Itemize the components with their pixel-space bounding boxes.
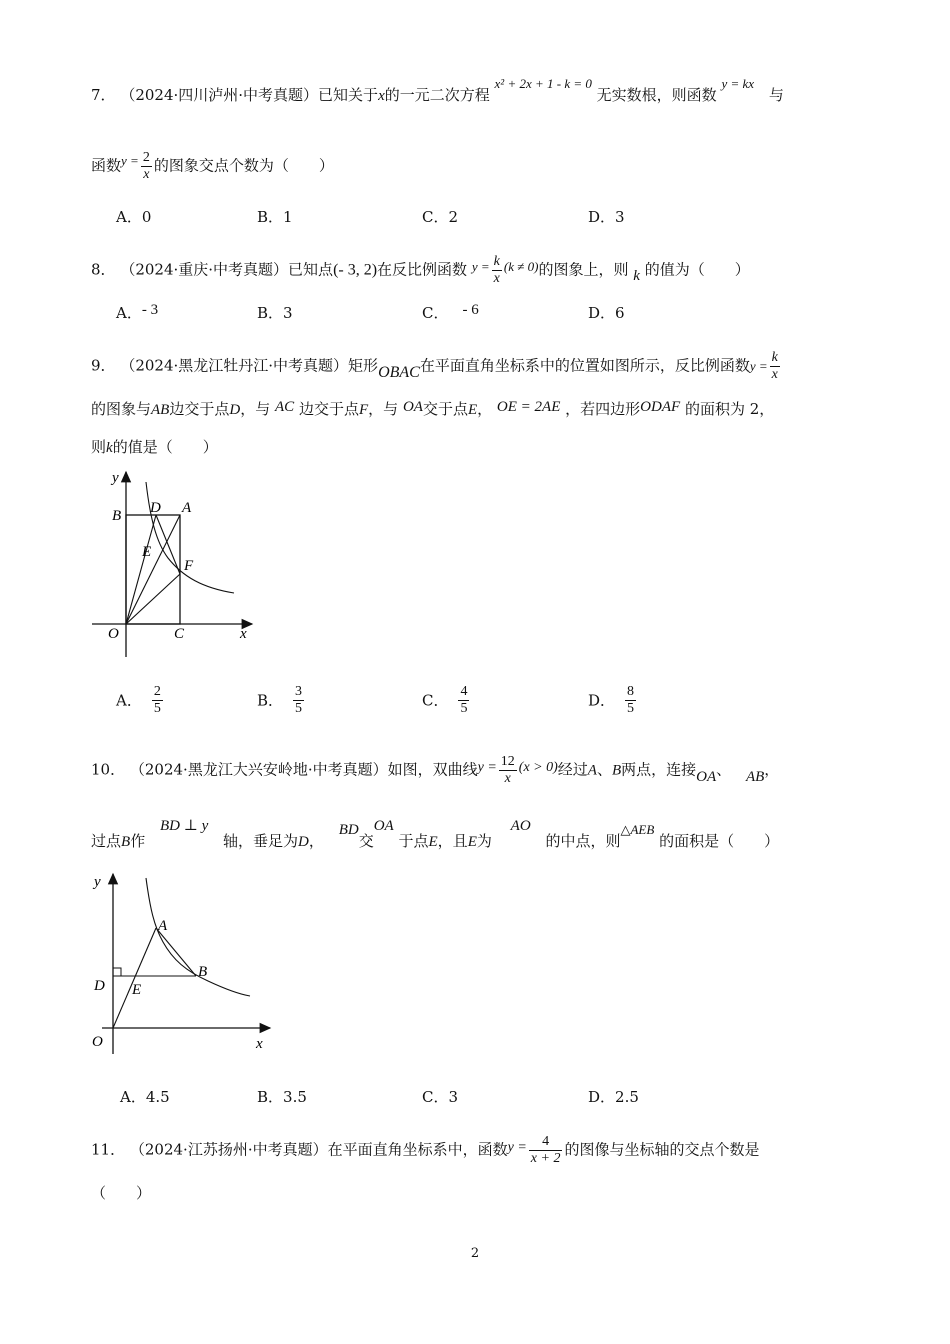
- q8-text: 的值为（ ）: [644, 260, 750, 279]
- q7-option-d[interactable]: [588, 206, 625, 228]
- q11-fraction-num: 4: [529, 1134, 563, 1151]
- q10-option-a[interactable]: [120, 1086, 170, 1108]
- q9-option-b[interactable]: [257, 684, 306, 717]
- option-label: B．: [257, 304, 284, 322]
- q10-line2: [91, 818, 780, 853]
- q9-line1: [91, 350, 782, 383]
- q9-seg-oa: OA: [402, 399, 423, 415]
- q9-label-a: A: [182, 500, 192, 516]
- q10-fraction: [499, 754, 517, 787]
- q11-line2: [91, 1182, 151, 1204]
- q10-label-y: y: [94, 874, 101, 890]
- option-value: 2: [448, 208, 459, 226]
- q9-label-d: D: [150, 500, 161, 516]
- q7-var-x: x: [378, 88, 385, 104]
- q10-seg-oa: [113, 928, 156, 1028]
- q9-label-c: C: [174, 626, 185, 642]
- q8-point: (- 3, 2): [333, 261, 378, 279]
- q10-fraction-num: 12: [500, 754, 515, 769]
- q9-line3: [91, 436, 218, 459]
- q9-text: ，与: [368, 400, 399, 418]
- option-fraction-num: 4: [460, 684, 468, 699]
- q9-text: 的值是（ ）: [112, 438, 218, 456]
- option-label: A．: [116, 208, 142, 226]
- q10-label-d: D: [94, 978, 105, 994]
- option-fraction: [625, 684, 636, 717]
- option-label: D．: [588, 691, 616, 710]
- q9-label-y: y: [112, 470, 119, 486]
- option-fraction: [152, 684, 163, 717]
- q7-line2: [91, 150, 334, 183]
- q10-pt-b: B: [121, 834, 131, 850]
- q9-quad-name: ODAF: [640, 399, 681, 415]
- q9-label-o: O: [108, 626, 119, 642]
- option-fraction-num: 2: [153, 684, 161, 699]
- option-fraction-den: 5: [295, 701, 303, 716]
- q7-fraction: [141, 150, 152, 183]
- q10-label-a: A: [158, 918, 168, 934]
- q8-number: 8．: [91, 260, 116, 279]
- q9-text: ，: [477, 400, 493, 418]
- q10-text: 于点: [398, 832, 429, 850]
- q7-fraction-den: x: [143, 167, 150, 182]
- q9-label-f: F: [184, 558, 194, 574]
- q10-option-b[interactable]: [257, 1086, 307, 1108]
- q9-source: （2024·黑龙江牡丹江·中考真题）: [120, 356, 349, 375]
- q10-text: 经过: [557, 760, 588, 779]
- option-label: B．: [257, 208, 284, 226]
- option-value: 2.5: [615, 1088, 639, 1106]
- q11-answer-bracket: （ ）: [91, 1184, 152, 1202]
- q10-text: 、: [596, 760, 612, 779]
- q7-text: 的图象交点个数为（ ）: [153, 156, 334, 175]
- q7-text: 的一元二次方程: [384, 86, 490, 104]
- q9-text: 的面积为 2，: [684, 400, 775, 418]
- q9-seg-ac: AC: [275, 399, 295, 415]
- q8-fraction-den: x: [493, 271, 500, 286]
- q8-fraction-num: k: [493, 254, 500, 269]
- q8-option-b[interactable]: [257, 302, 293, 324]
- q9-text: 则: [91, 438, 107, 456]
- q8-text: 的图象上，则: [538, 260, 629, 279]
- option-fraction-num: 3: [295, 684, 303, 699]
- q8-fn-lhs: y =: [471, 258, 490, 274]
- q10-label-x: x: [256, 1036, 263, 1052]
- q10-seg-oa: OA: [696, 768, 717, 785]
- q9-fraction: [770, 350, 780, 383]
- q10-text: 交: [358, 832, 374, 850]
- q10-pt-e: E: [467, 834, 477, 850]
- q8-option-c[interactable]: [422, 302, 479, 325]
- q9-hyperbola: [146, 482, 234, 593]
- q10-text: ，: [308, 832, 324, 850]
- q10-seg-oa: OA: [373, 818, 394, 834]
- option-value: 3.5: [283, 1088, 307, 1106]
- q9-label-b: B: [112, 508, 122, 524]
- option-fraction-den: 5: [460, 701, 468, 716]
- q9-seg-od: [126, 515, 156, 624]
- q9-text: ，若四边形: [565, 400, 641, 418]
- q9-line2: [91, 398, 774, 421]
- q9-text: 边交于点: [298, 400, 359, 418]
- q10-pt-a: A: [587, 762, 597, 779]
- q7-fn2-lhs: y =: [121, 152, 139, 168]
- q10-fn-condition: (x > 0): [518, 759, 558, 775]
- q10-right-angle-mark: [113, 968, 121, 976]
- q8-text: 已知点: [288, 260, 334, 279]
- q11-text: 在平面直角坐标系中，函数: [327, 1140, 508, 1159]
- q10-pt-e: E: [428, 834, 438, 850]
- q10-seg-ab: AB: [745, 768, 765, 785]
- q9-fraction-den: x: [771, 367, 778, 382]
- option-label: D．: [588, 208, 616, 226]
- q9-pt-d: D: [229, 402, 241, 418]
- q10-option-d[interactable]: [588, 1086, 639, 1108]
- q9-pt-e: E: [467, 402, 478, 418]
- q10-text: 、: [716, 760, 732, 779]
- option-label: D．: [588, 304, 616, 322]
- q9-text: 交于点: [422, 400, 468, 418]
- q9-fraction-num: k: [771, 350, 778, 365]
- q10-text: 为: [476, 832, 492, 850]
- q7-text: 函数: [91, 156, 122, 175]
- q10-pt-b: B: [611, 762, 622, 779]
- option-fraction-den: 5: [627, 701, 635, 716]
- q7-number: 7．: [91, 86, 116, 104]
- q10-text: 过点: [91, 832, 122, 850]
- option-label: B．: [257, 1088, 284, 1106]
- q10-option-c[interactable]: [422, 1086, 458, 1108]
- q9-figure: [88, 462, 268, 662]
- option-value: - 6: [462, 302, 479, 318]
- q9-seg-df: [156, 515, 180, 574]
- q10-fn-lhs: y =: [477, 759, 497, 775]
- option-value: 3: [283, 304, 293, 322]
- q9-seg-of: [126, 574, 180, 624]
- q10-line1: [91, 754, 779, 787]
- q9-pt-f: F: [358, 402, 369, 418]
- q10-text: ，且: [437, 832, 468, 850]
- option-value: - 3: [141, 302, 159, 318]
- q10-label-o: O: [92, 1034, 103, 1050]
- q7-option-b[interactable]: [257, 206, 293, 228]
- q7-option-a[interactable]: [116, 206, 151, 228]
- q11-text: 的图像与坐标轴的交点个数是: [564, 1140, 760, 1159]
- option-label: D．: [588, 1088, 616, 1106]
- q7-option-c[interactable]: [422, 206, 458, 228]
- q7-line1: [91, 76, 784, 107]
- q10-source: （2024·黑龙江大兴安岭地·中考真题）: [129, 760, 388, 779]
- q10-seg-bd: BD: [338, 822, 359, 838]
- option-value: 3: [615, 208, 625, 226]
- q9-text: 在平面直角坐标系中的位置如图所示，反比例函数: [419, 356, 750, 375]
- option-value: 0: [141, 208, 152, 226]
- option-label: A．: [116, 304, 142, 322]
- q9-var-k: k: [106, 440, 113, 456]
- option-label: A．: [116, 691, 142, 710]
- q10-pt-d: D: [298, 834, 309, 850]
- q11-fraction: [529, 1134, 563, 1167]
- q7-fraction-num: 2: [142, 150, 150, 165]
- page-number: 2: [470, 1246, 480, 1261]
- q9-text: 边交于点: [169, 400, 230, 418]
- q8-line1: [91, 254, 750, 287]
- q8-text: 在反比例函数: [377, 260, 468, 279]
- q7-source: （2024·四川泸州·中考真题）: [120, 86, 319, 104]
- option-label: C．: [422, 304, 449, 322]
- q10-seg-ao: AO: [510, 818, 531, 834]
- q9-text: 矩形: [348, 356, 379, 375]
- option-fraction-num: 8: [627, 684, 635, 699]
- q9-rect-name: OBAC: [378, 363, 420, 381]
- q8-option-d[interactable]: [588, 302, 625, 324]
- q9-label-x: x: [240, 626, 247, 642]
- q10-seg-ab: [156, 928, 196, 976]
- q9-option-a[interactable]: [116, 684, 165, 717]
- q7-text: 与: [768, 86, 784, 104]
- option-fraction-den: 5: [153, 701, 161, 716]
- q9-seg-ab: AB: [151, 402, 170, 418]
- q10-text: 如图，双曲线: [387, 760, 478, 779]
- option-value: 4.5: [145, 1088, 170, 1106]
- q10-text: 作: [130, 832, 146, 850]
- option-label: C．: [422, 691, 449, 710]
- q9-condition: OE = 2AE: [496, 399, 561, 415]
- q10-perpendicular: BD ⊥ y: [159, 818, 209, 834]
- q9-seg-oa: [126, 515, 180, 624]
- option-fraction: [293, 684, 304, 717]
- q11-number: 11．: [91, 1140, 126, 1159]
- q7-equation: x² + 2x + 1 - k = 0: [494, 76, 592, 91]
- q9-label-e: E: [142, 544, 152, 560]
- option-value: 6: [615, 304, 625, 322]
- q10-label-b: B: [198, 964, 208, 980]
- q10-fraction-den: x: [504, 771, 511, 786]
- q8-var-k: k: [633, 267, 640, 284]
- q7-function-kx: y = kx: [721, 76, 755, 91]
- q10-text: ，: [764, 760, 780, 779]
- option-value: 1: [283, 208, 293, 226]
- option-label: B．: [257, 691, 284, 710]
- q10-figure: [88, 868, 278, 1058]
- q11-line1: [91, 1134, 759, 1167]
- q8-source: （2024·重庆·中考真题）: [120, 260, 289, 279]
- q9-number: 9．: [91, 356, 116, 375]
- q8-fn-condition: (k ≠ 0): [503, 258, 539, 274]
- option-value: 3: [448, 1088, 459, 1106]
- q11-fn-lhs: y =: [507, 1139, 527, 1155]
- q8-fraction: [492, 254, 502, 287]
- q9-text: ，与: [240, 400, 271, 418]
- q7-text: 无实数根，则函数: [596, 86, 717, 104]
- q10-text: 的面积是（ ）: [659, 832, 780, 850]
- q7-text: 已知关于: [318, 86, 379, 104]
- q10-text: 轴，垂足为: [223, 832, 299, 850]
- q11-fraction-den: x + 2: [530, 1151, 561, 1166]
- q10-text: 的中点，则: [545, 832, 621, 850]
- option-label: C．: [422, 208, 449, 226]
- q11-source: （2024·江苏扬州·中考真题）: [129, 1140, 328, 1159]
- option-label: C．: [422, 1088, 449, 1106]
- option-label: A．: [120, 1088, 146, 1106]
- q9-fn-lhs: y =: [749, 358, 768, 374]
- q10-label-e: E: [132, 982, 142, 998]
- q10-triangle: △AEB: [620, 822, 655, 837]
- q10-text: 两点，连接: [621, 760, 697, 779]
- q10-number: 10．: [91, 760, 126, 779]
- q9-option-d[interactable]: [588, 684, 638, 717]
- q9-option-c[interactable]: [422, 684, 471, 717]
- option-fraction: [458, 684, 469, 717]
- q9-text: 的图象与: [91, 400, 152, 418]
- q8-option-a[interactable]: [116, 302, 158, 325]
